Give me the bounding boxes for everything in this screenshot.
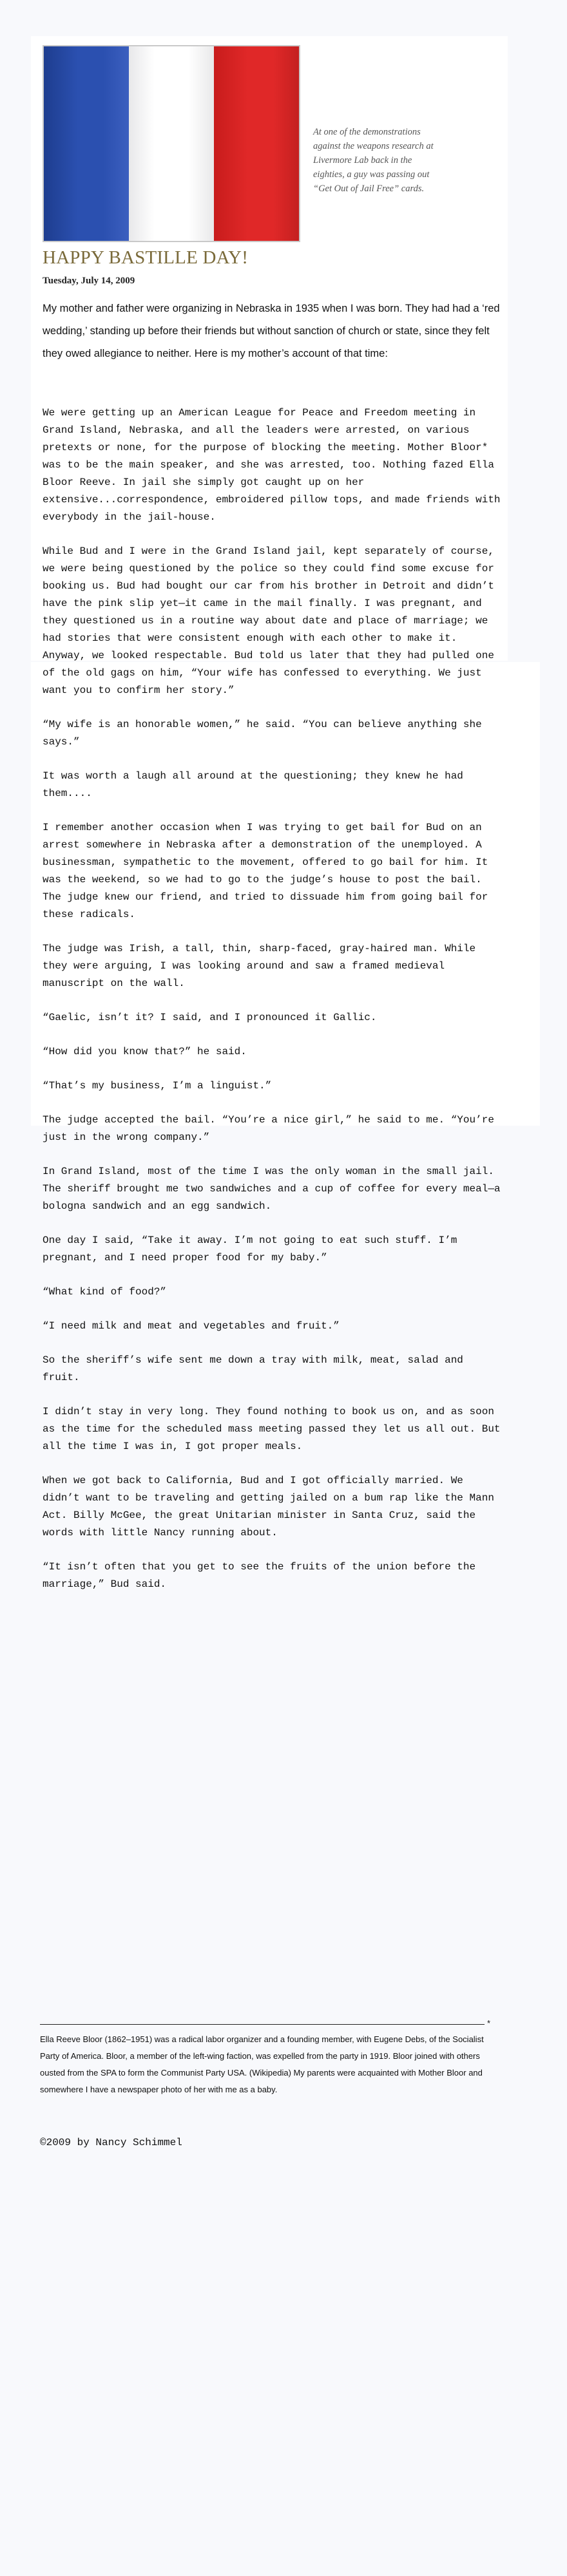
story-paragraph: “My wife is an honorable women,” he said. “You can believe anything she says.”: [43, 719, 482, 748]
story-paragraph: One day I said, “Take it away. I’m not going to eat such stuff. I’m pregnant, and I need proper food for my baby.”: [43, 1235, 457, 1264]
story-paragraph: “How did you know that?” he said.: [43, 1046, 247, 1057]
story-paragraph: “Gaelic, isn’t it? I said, and I pronounced it Gallic.: [43, 1012, 377, 1023]
story-paragraph: The judge accepted the bail. “You’re a nice girl,” he said to me. “You’re just in the wrong company.”: [43, 1114, 494, 1143]
flag-red-band: [214, 46, 299, 241]
story-paragraph: “What kind of food?”: [43, 1286, 167, 1298]
footnote-text: Ella Reeve Bloor (1862–1951) was a radical labor organizer and a founding member, with Eugene Debs, of the Socialist Party of America. Bloor, a member of the left-wing faction, was expelled from the party in 1919. Bloor joined with others ousted from the SPA to form the Communist Party USA. (Wikipedia) My parents were acquainted with Mother Bloor and somewhere I have a newspaper photo of her with me as a baby.: [40, 2034, 484, 2094]
story-paragraph: While Bud and I were in the Grand Island jail, kept separately of course, we were being questioned by the police so they could find some excuse for booking us. Bud had bought our car from his brother in Detroit and didn’t have the pink slip yet—it came in the mail finally. I was pregnant, and they questioned us in a routine way about date and place of marriage; we had stories that were consistent enough with each other to make it. Anyway, we looked respectable. Bud told us later that they had pulled one of the old gags on him, “Your wife has confessed to everything. We just want you to confirm her story.”: [43, 545, 494, 696]
intro-paragraph: My mother and father were organizing in Nebraska in 1935 when I was born. They had had a ‘red wedding,’ standing up before their friends but without sanction of church or state, since they felt they owed allegiance to neither. Here is my mother’s account of that time:: [43, 303, 500, 359]
footnote-divider: [40, 2024, 485, 2025]
story-paragraph: “It isn’t often that you get to see the fruits of the union before the marriage,” Bud said.: [43, 1561, 476, 1590]
story-paragraph: It was worth a laugh all around at the questioning; they knew he had them....: [43, 770, 463, 799]
post-date: Tuesday, July 14, 2009: [43, 276, 135, 286]
story-paragraph: So the sheriff’s wife sent me down a tray with milk, meat, salad and fruit.: [43, 1354, 463, 1383]
story-paragraph: In Grand Island, most of the time I was the only woman in the small jail. The sheriff brought me two sandwiches and a cup of coffee for every meal—a bologna sandwich and an egg sandwich.: [43, 1166, 501, 1212]
image-caption: At one of the demonstrations against the weapons research at Livermore Lab back in the eighties, a guy was passing out “Get Out of Jail Free” cards.: [313, 127, 434, 194]
story-paragraph: When we got back to California, Bud and I got officially married. We didn’t want to be traveling and getting jailed on a bum rap like the Mann Act. Billy McGee, the great Unitarian minister in Santa Cruz, said the words with little Nancy running about.: [43, 1475, 494, 1539]
story-paragraph: I didn’t stay in very long. They found nothing to book us on, and as soon as the time for the scheduled mass meeting passed they let us all out. But all the time I was in, I got proper meals.: [43, 1406, 501, 1452]
footnote-mark: *: [487, 2018, 491, 2028]
story-body: [43, 404, 503, 1610]
story-paragraph: “I need milk and meat and vegetables and fruit.”: [43, 1320, 340, 1332]
flag-white-band: [129, 46, 214, 241]
story-paragraph: The judge was Irish, a tall, thin, sharp-faced, gray-haired man. While they were arguing, I was looking around and saw a framed medieval manuscript on the wall.: [43, 943, 476, 989]
french-flag-image: [43, 45, 300, 242]
story-paragraph: “That’s my business, I’m a linguist.”: [43, 1080, 272, 1092]
story-paragraph: We were getting up an American League for Peace and Freedom meeting in Grand Island, Nebraska, and all the leaders were arrested, on various pretexts or none, for the purpose of blocking the meeting. Mother Bloor* was to be the main speaker, and she was arrested, too. Nothing fazed Ella Bloor Reeve. In jail she simply got caught up on her extensive...correspondence, embroidered pillow tops, and made friends with everybody in the jail-house.: [43, 407, 501, 523]
copyright-notice: ©2009 by Nancy Schimmel: [40, 2137, 182, 2148]
flag-blue-band: [44, 46, 129, 241]
story-paragraph: I remember another occasion when I was trying to get bail for Bud on an arrest somewhere in Nebraska after a demonstration of the unemployed. A businessman, sympathetic to the movement, offered to go bail for him. It was the weekend, so we had to go to the judge’s house to post the bail. The judge knew our friend, and tried to dissuade him from going bail for these radicals.: [43, 822, 488, 920]
post-title: HAPPY BASTILLE DAY!: [43, 247, 249, 268]
